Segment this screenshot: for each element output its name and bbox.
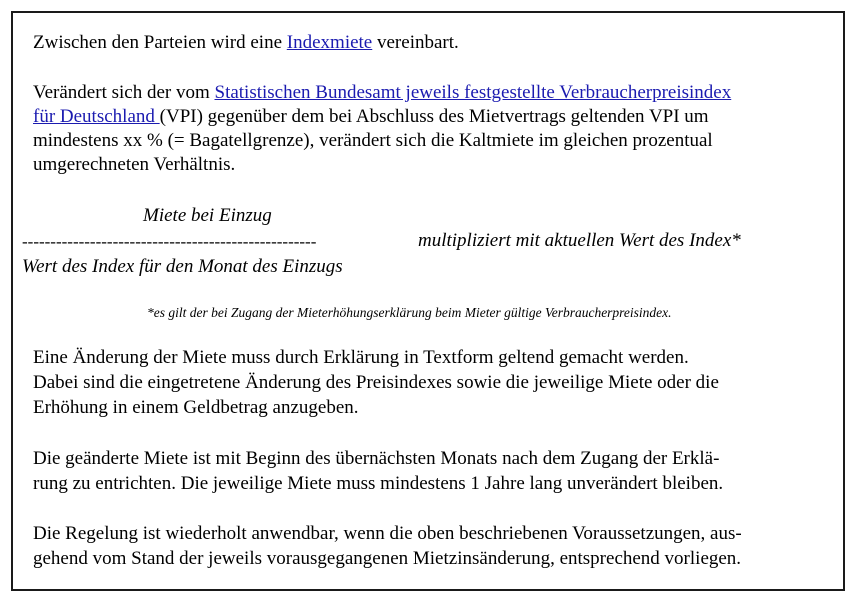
change-line-3: mindestens xx % (= Bagatellgrenze), verändert sich die Kaltmiete im gleichen prozentual [33, 130, 713, 151]
formula-fraction-bar: ---------------------------------------------------- [22, 232, 317, 251]
vpi-link-part-2[interactable]: für Deutschland [33, 106, 160, 127]
effective-line-2: rung zu entrichten. Die jeweilige Miete muss mindestens 1 Jahre lang unverändert bleiben. [33, 473, 724, 494]
declaration-line-2: Dabei sind die eingetretene Änderung des Preisindexes sowie die jeweilige Miete oder die [33, 372, 719, 393]
formula-footnote: *es gilt der bei Zugang der Mieterhöhungserklärung beim Mieter gültige Verbraucherpreisindex. [147, 305, 672, 320]
formula-denominator: Wert des Index für den Monat des Einzugs [22, 256, 343, 277]
repeat-line-1: Die Regelung ist wiederholt anwendbar, wenn die oben beschriebenen Voraussetzungen, aus- [33, 523, 742, 544]
document-frame [11, 11, 845, 591]
repeat-line-2: gehend vom Stand der jeweils vorausgegangenen Mietzinsänderung, entsprechend vorliegen. [33, 548, 742, 569]
change-text-before: Verändert sich der vom [33, 82, 215, 103]
vpi-link-part-1[interactable]: Statistischen Bundesamt jeweils festgestellte Verbraucherpreisindex [214, 82, 732, 103]
declaration-line-1: Eine Änderung der Miete muss durch Erklärung in Textform geltend gemacht werden. [33, 347, 689, 368]
change-text-after: (VPI) gegenüber dem bei Abschluss des Mietvertrags geltenden VPI um [159, 106, 709, 127]
change-line-2 [33, 105, 709, 129]
effective-line-1: Die geänderte Miete ist mit Beginn des übernächsten Monats nach dem Zugang der Erklä- [33, 448, 720, 469]
intro-text-before: Zwischen den Parteien wird eine [33, 32, 287, 53]
formula-multiplier: multipliziert mit aktuellen Wert des Index* [418, 230, 741, 251]
change-line-1 [33, 81, 731, 105]
formula-numerator: Miete bei Einzug [143, 205, 272, 226]
change-line-4: umgerechneten Verhältnis. [33, 154, 236, 175]
indexmiete-link[interactable]: Indexmiete [286, 32, 373, 53]
declaration-line-3: Erhöhung in einem Geldbetrag anzugeben. [33, 397, 359, 418]
intro-text-after: vereinbart. [372, 32, 459, 53]
intro-paragraph [33, 31, 459, 55]
